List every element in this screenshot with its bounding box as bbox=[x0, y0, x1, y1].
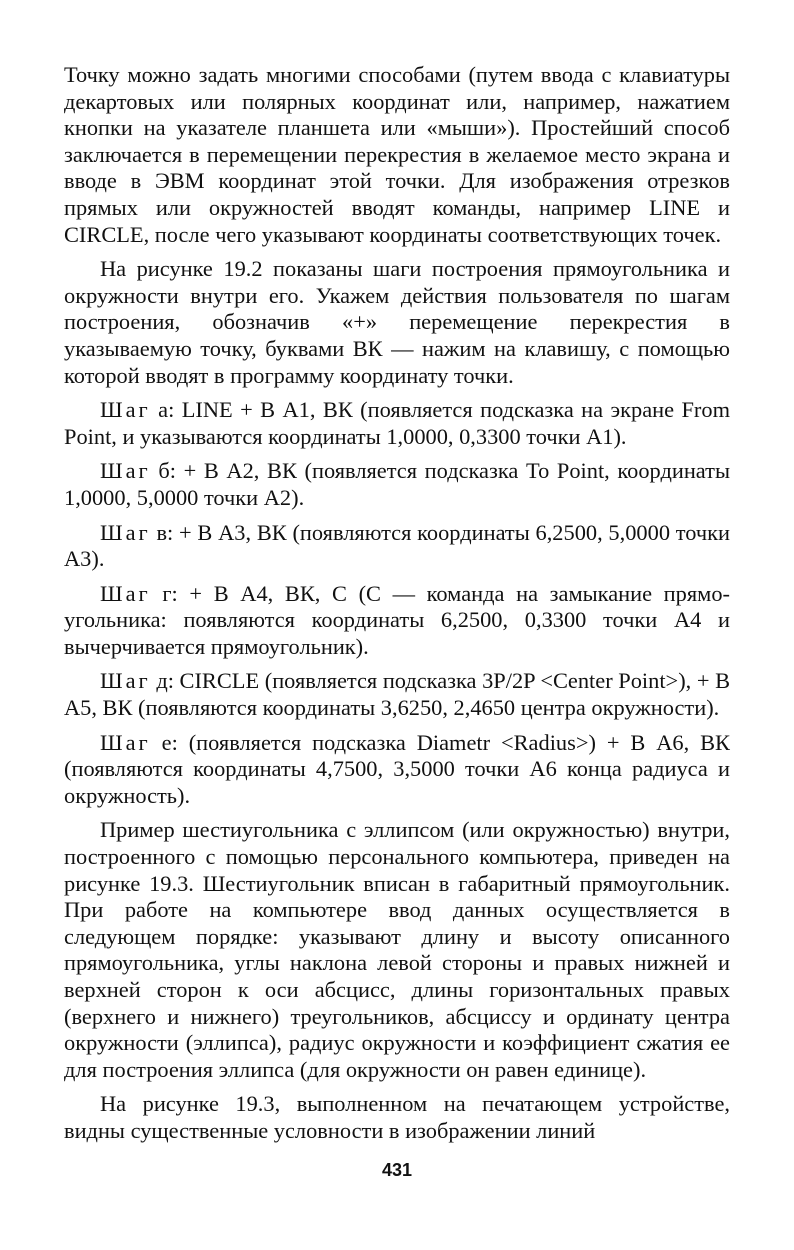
paragraph-figure-19-2: На рисунке 19.2 показаны шаги построения прямоугольника и окружности внутри его. Укажем действия пользователя по шагам построения, обозначив «+» перемещение перекрестия в указываемую точку, буквами ВК — нажим на клавишу, с помощью которой вводят в программу координату точки. bbox=[64, 256, 730, 388]
step-text: е: (появляется подсказка Diametr <Radius>) + В А6, ВК (появляются координаты 4,7500, 3,5000 точки А6 конца радиуса и окружность). bbox=[64, 729, 730, 808]
step-text: б: + В А2, ВК (появляется подсказка To Point, координаты 1,0000, 5,0000 точки А2). bbox=[64, 458, 730, 510]
paragraph-figure-19-3: На рисунке 19.3, выполненном на печатающем устройстве, видны существенные условности в изображении линий bbox=[64, 1091, 730, 1143]
step-label: Шаг bbox=[100, 397, 151, 423]
paragraph-intro: Точку можно задать многими способами (путем ввода с клавиатуры декартовых или полярных координат или, например, нажатием кнопки на указателе планшета или «мыши»). Простейший способ заключается в перемещении перекрестия в желаемое место экрана и вводе в ЭВМ координат этой точки. Для изображения отрезков прямых или окружностей вводят команды, например LINE и CIRCLE, после чего указывают координаты соответствующих точек. bbox=[64, 62, 730, 247]
step-label: Шаг bbox=[100, 668, 151, 694]
step-e bbox=[64, 730, 730, 810]
step-b bbox=[64, 458, 730, 511]
page-number: 431 bbox=[381, 1160, 413, 1180]
step-d bbox=[64, 668, 730, 721]
step-a bbox=[64, 397, 730, 450]
step-text: г: + В А4, ВК, С (С — команда на замыкание прямоугольника: появляются координаты 6,2500, 0,3300 точки А4 и вычерчивается прямоугольник). bbox=[64, 580, 730, 659]
page-body bbox=[64, 62, 730, 1153]
step-text: д: CIRCLE (появляется подсказка 3P/2P <Center Point>), + В А5, ВК (появляются координаты 3,6250, 2,4650 центра окружности). bbox=[64, 668, 730, 721]
step-text: в: + В A3, ВК (появляются координаты 6,2500, 5,0000 точки A3). bbox=[64, 519, 730, 572]
paragraph-hexagon: Пример шестиугольника с эллипсом (или окружностью) внутри, построенного с помощью персонального компьютера, приведен на рисунке 19.3. Шестиугольник вписан в габаритный прямоугольник. При работе на компьютере ввод данных осуществляется в следующем порядке: указывают длину и высоту описанного прямоугольника, углы наклона левой стороны и правых нижней и верхней сторон к оси абсцисс, длины горизонтальных правых (верхнего и нижнего) треугольников, абсциссу и ординату центра окружности (эллипса), радиус окружности и коэффициент сжатия ее для построения эллипса (для окружности он равен единице). bbox=[64, 817, 730, 1082]
step-label: Шаг bbox=[100, 580, 151, 606]
step-label: Шаг bbox=[100, 729, 151, 755]
step-g bbox=[64, 581, 730, 661]
step-text: а: LINE + В A1, ВК (появляется подсказка на экране From Point, и указываются координаты 1,0000, 0,3300 точки A1). bbox=[64, 397, 730, 449]
step-label: Шаг bbox=[100, 519, 151, 545]
step-label: Шаг bbox=[100, 458, 151, 484]
step-v bbox=[64, 520, 730, 573]
